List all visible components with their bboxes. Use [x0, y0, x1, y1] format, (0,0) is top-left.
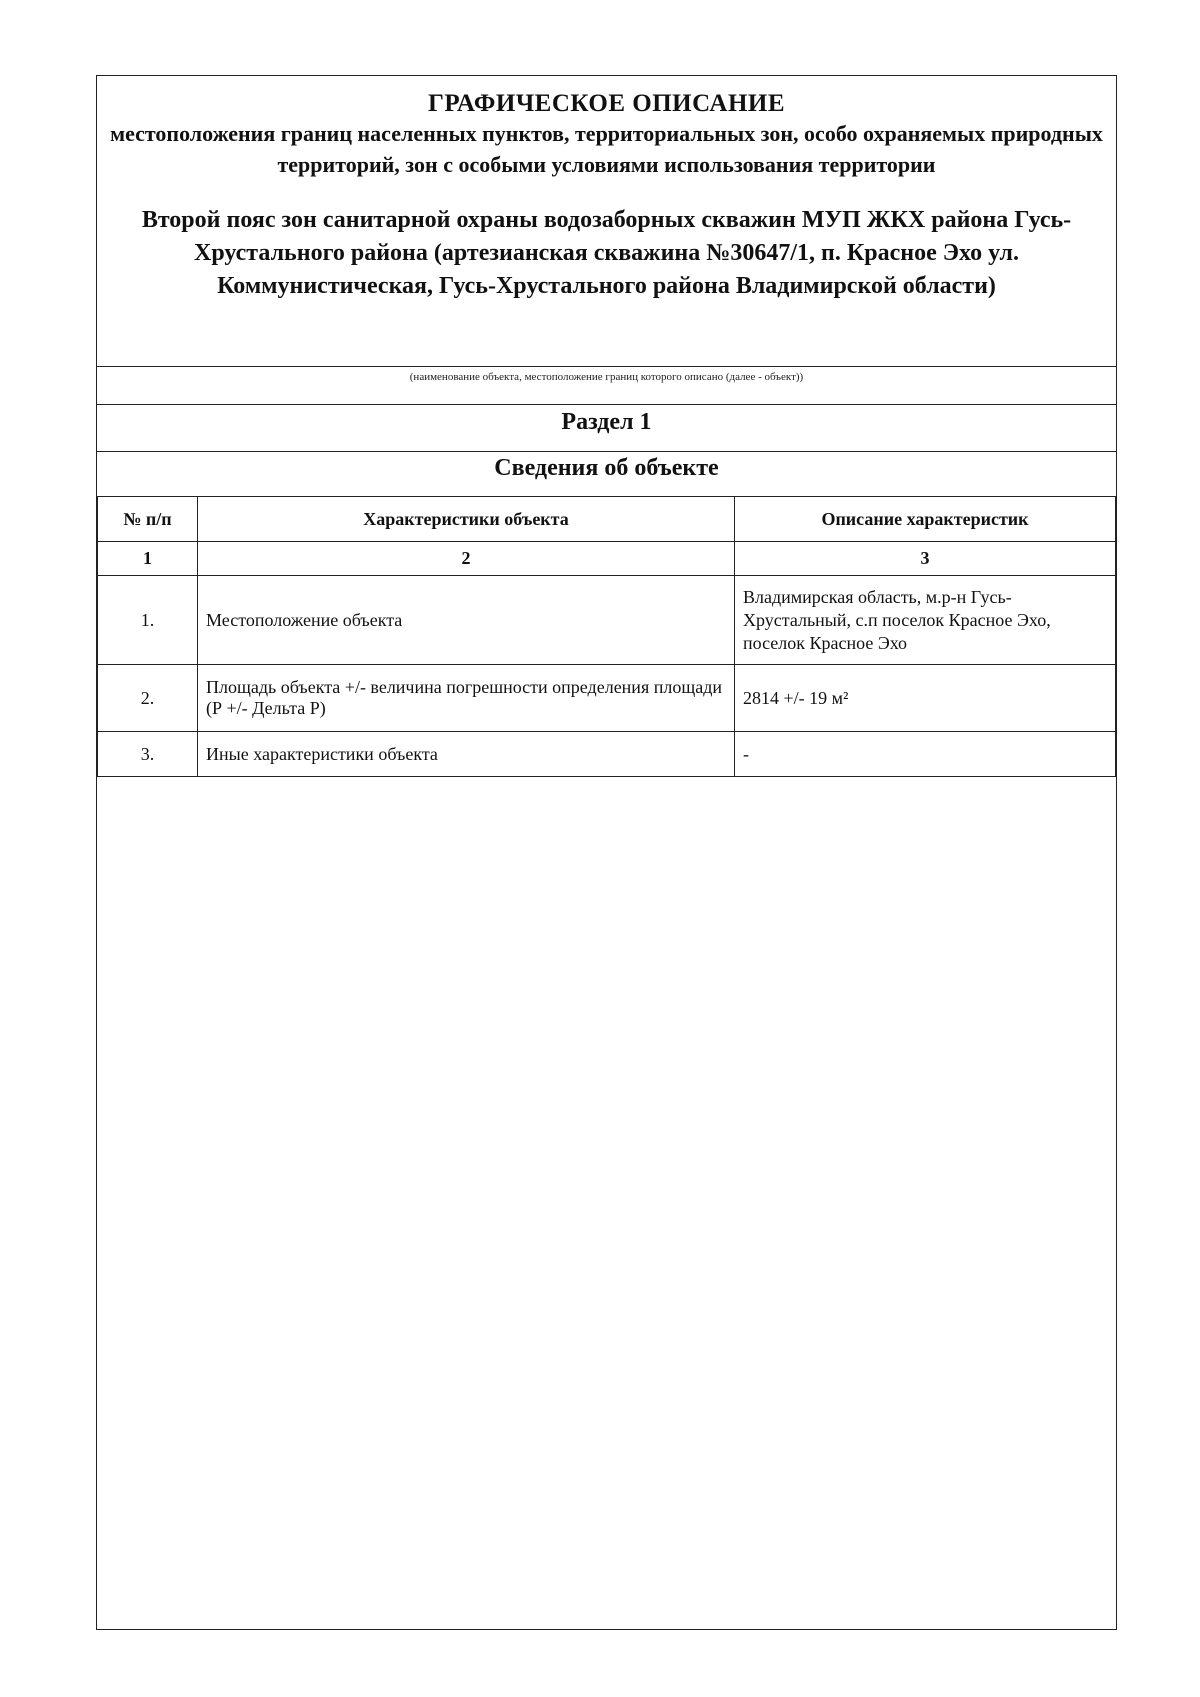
column-header: Характеристики объекта — [198, 497, 735, 542]
column-number: 1 — [98, 542, 198, 576]
divider — [97, 366, 1116, 367]
row-number: 1. — [98, 576, 198, 665]
row-description: - — [735, 732, 1116, 777]
document-header — [97, 76, 1116, 303]
column-number: 2 — [198, 542, 735, 576]
object-info-table — [97, 496, 1116, 777]
row-description: 2814 +/- 19 м² — [735, 665, 1116, 732]
table-row — [98, 576, 1116, 665]
object-name-caption: (наименование объекта, местоположение границ которого описано (далее - объект)) — [409, 371, 804, 383]
row-number: 3. — [98, 732, 198, 777]
table-row — [98, 732, 1116, 777]
column-header: Описание характеристик — [735, 497, 1116, 542]
document-frame — [96, 75, 1117, 1630]
divider — [97, 404, 1116, 405]
column-header: № п/п — [98, 497, 198, 542]
divider — [97, 451, 1116, 452]
section-title: Раздел 1 — [561, 409, 652, 435]
column-number-row — [98, 542, 1116, 576]
document-title: ГРАФИЧЕСКОЕ ОПИСАНИЕ — [427, 90, 786, 117]
column-number: 3 — [735, 542, 1116, 576]
row-description: Владимирская область, м.р-н Гусь-Хрустальный, с.п поселок Красное Эхо, поселок Красное Эхо — [735, 576, 1116, 665]
row-characteristic: Местоположение объекта — [198, 576, 735, 665]
table-row — [98, 665, 1116, 732]
section-subtitle: Сведения об объекте — [494, 455, 719, 481]
object-name: Второй пояс зон санитарной охраны водозаборных скважин МУП ЖКХ района Гусь-Хрустального района (артезианская скважина №30647/1, п. Красное Эхо ул. Коммунистическая, Гусь-Хрустального района Владимирской области) — [141, 207, 1072, 299]
document-subtitle: местоположения границ населенных пунктов, территориальных зон, особо охраняемых природных территорий, зон с особыми условиями использования территории — [110, 121, 1103, 177]
table-header-row — [98, 497, 1116, 542]
row-number: 2. — [98, 665, 198, 732]
row-characteristic: Иные характеристики объекта — [198, 732, 735, 777]
row-characteristic: Площадь объекта +/- величина погрешности определения площади (Р +/- Дельта Р) — [198, 665, 735, 732]
